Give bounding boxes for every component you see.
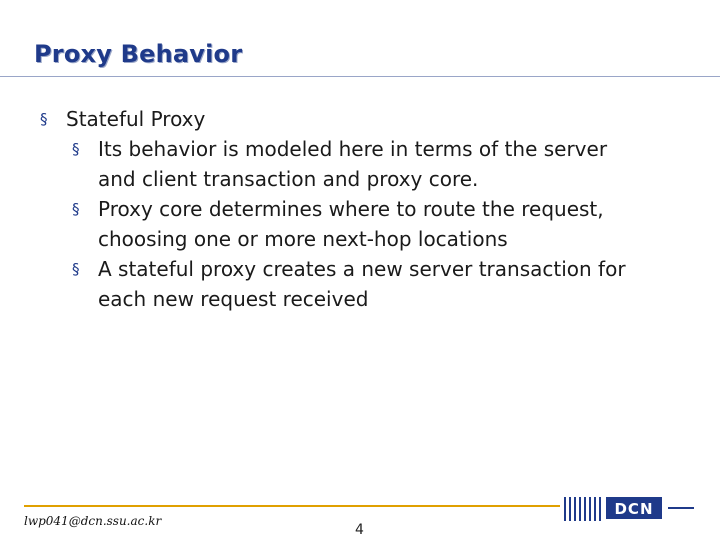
bullet-line: choosing one or more next-hop locations [98,227,508,251]
logo-tail-line [668,507,694,509]
bullet-line: each new request received [98,287,369,311]
title-underline [0,76,720,77]
bullet-line: A stateful proxy creates a new server transaction for [98,257,626,281]
logo-stripes [564,497,601,521]
dcn-logo [562,494,668,524]
footer-email: lwp041@dcn.ssu.ac.kr [24,514,162,528]
bullet-line: Its behavior is modeled here in terms of the server [98,137,608,161]
bullet-line: Proxy core determines where to route the request, [98,197,604,221]
bullet-level2 [36,194,696,254]
bullet-list [36,104,696,314]
footer-divider [24,505,560,507]
bullet-icon: § [72,200,80,218]
bullet-icon: § [72,140,80,158]
bullet-icon: § [72,260,80,278]
bullet-icon: § [40,110,48,128]
bullet-text: Stateful Proxy [66,107,206,131]
page-number: 4 [355,522,364,538]
bullet-level2 [36,254,696,314]
bullet-line: and client transaction and proxy core. [98,167,479,191]
bullet-level1 [36,104,696,134]
slide-title: Proxy Behavior [34,40,243,68]
logo-text: DCN [614,500,654,518]
bullet-level2 [36,134,696,194]
